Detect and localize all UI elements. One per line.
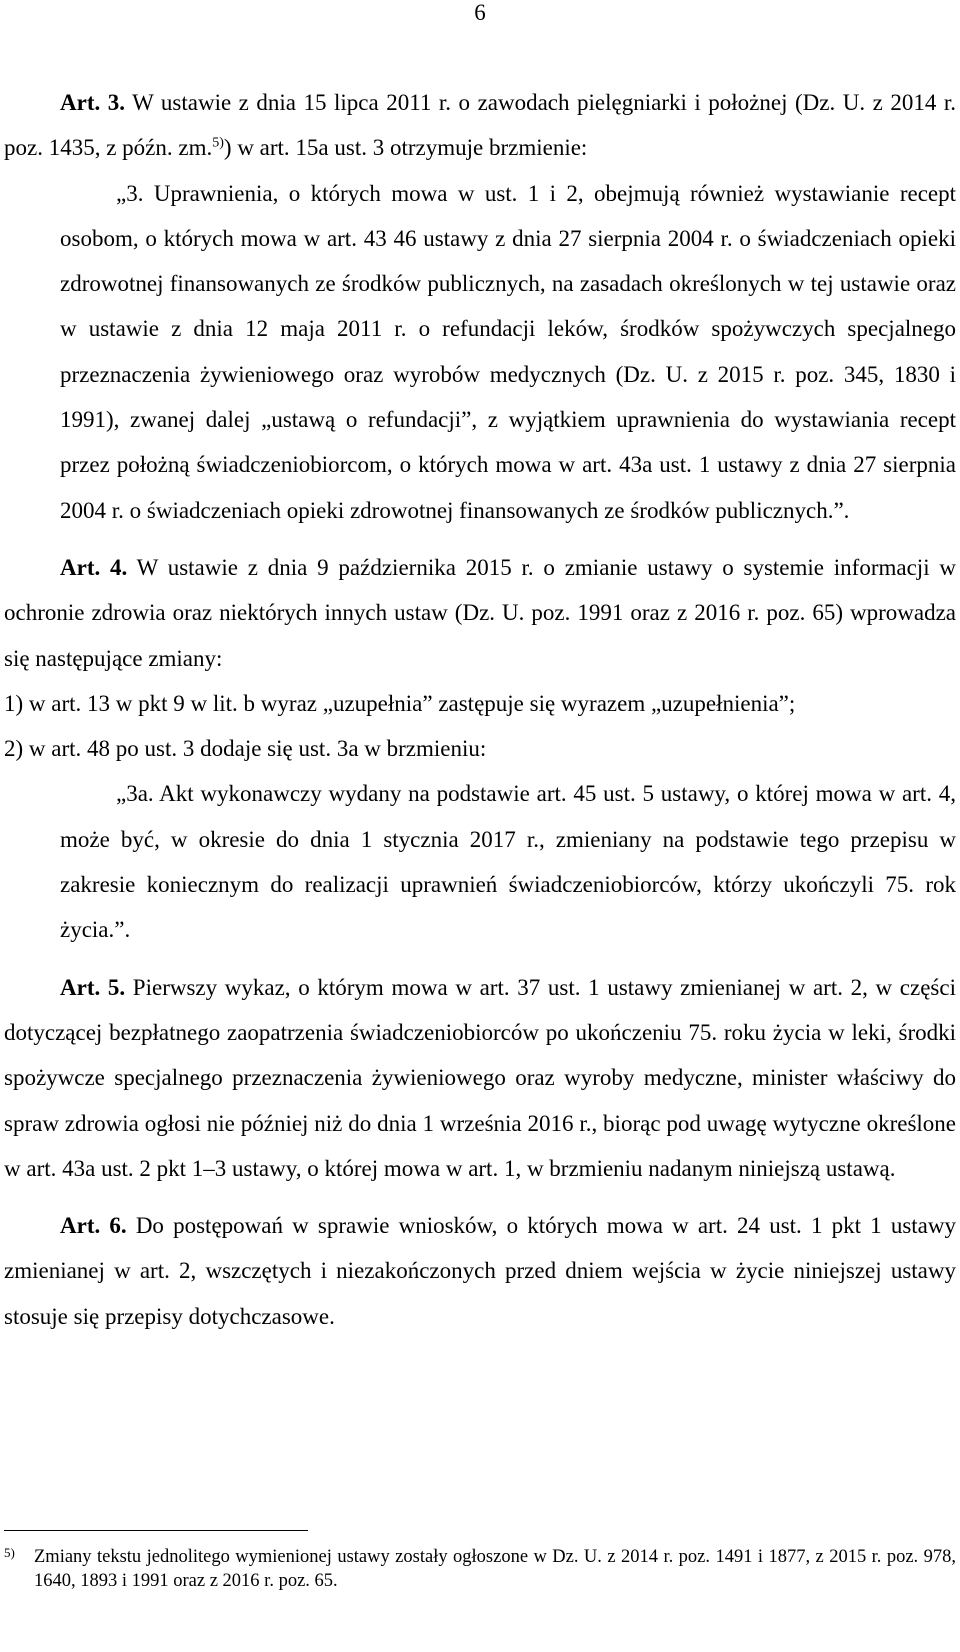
footnote-divider <box>4 1530 308 1531</box>
page-number: 6 <box>474 0 486 25</box>
art-4-point-2: 2) w art. 48 po ust. 3 dodaje się ust. 3a w brzmieniu: <box>4 736 487 762</box>
art-4-intro <box>4 545 956 681</box>
art-3-intro-text-b: ) w art. 15a ust. 3 otrzymuje brzmienie: <box>223 135 588 161</box>
art-4-intro-text: W ustawie z dnia 9 października 2015 r. o zmianie ustawy o systemie informacji w ochronie zdrowia oraz niektórych innych ustaw (Dz. U. poz. 1991 oraz z 2016 r. poz. 65) wprowadza się następujące zmiany: <box>4 554 956 671</box>
art-6-paragraph <box>4 1203 956 1339</box>
art-4-label: Art. 4. <box>60 554 128 580</box>
art-5-paragraph <box>4 965 956 1191</box>
art-3-intro <box>4 80 956 171</box>
document-body <box>4 80 956 1339</box>
art-4-point-1: 1) w art. 13 w pkt 9 w lit. b wyraz „uzupełnia” zastępuje się wyrazem „uzupełnienia”; <box>4 690 796 716</box>
footnote-reference: 5) <box>212 135 224 151</box>
art-5-label: Art. 5. <box>60 974 126 1000</box>
art-3-quoted-provision: „3. Uprawnienia, o których mowa w ust. 1 i 2, obejmują również wystawianie recept osobom, o których mowa w art. 43 46 ustawy z dnia 27 sierpnia 2004 r. o świadczeniach opieki zdrowotnej finansowanych ze środków publicznych, na zasadach określonych w tej ustawie oraz w ustawie z dnia 12 maja 2011 r. o refundacji leków, środków spożywczych specjalnego przeznaczenia żywieniowego oraz wyrobów medycznych (Dz. U. z 2015 r. poz. 345, 1830 i 1991), zwanej dalej „ustawą o refundacji”, z wyjątkiem uprawnienia do wystawiania recept przez położną świadczeniobiorcom, o których mowa w art. 43a ust. 1 ustawy z dnia 27 sierpnia 2004 r. o świadczeniach opieki zdrowotnej finansowanych ze środków publicznych.”. <box>60 180 956 523</box>
footnote-text: Zmiany tekstu jednolitego wymienionej ustawy zostały ogłoszone w Dz. U. z 2014 r. poz. 1491 i 1877, z 2015 r. poz. 978, 1640, 1893 i 1991 oraz z 2016 r. poz. 65. <box>34 1547 956 1591</box>
art-4-quoted-provision: „3a. Akt wykonawczy wydany na podstawie art. 45 ust. 5 ustawy, o której mowa w art. 4, może być, w okresie do dnia 1 stycznia 2017 r., zmieniany na podstawie tego przepisu w zakresie koniecznym do realizacji uprawnień świadczeniobiorców, którzy ukończyli 75. rok życia.”. <box>60 781 956 943</box>
art-3-intro-text-a: W ustawie z dnia 15 lipca 2011 r. o zawodach pielęgniarki i położnej (Dz. U. z 2014 r. poz. 1435, z późn. zm. <box>4 90 956 161</box>
footnote <box>4 1545 956 1593</box>
footnote-marker: 5) <box>4 1545 15 1560</box>
art-3-label: Art. 3. <box>60 90 125 115</box>
art-5-text: Pierwszy wykaz, o którym mowa w art. 37 ust. 1 ustawy zmienianej w art. 2, w części dotyczącej bezpłatnego zaopatrzenia świadczeniobiorców po ukończeniu 75. roku życia w leki, środki spożywcze specjalnego przeznaczenia żywieniowego oraz wyroby medyczne, minister właściwy do spraw zdrowia ogłosi nie później niż do dnia 1 września 2016 r., biorąc pod uwagę wytyczne określone w art. 43a ust. 2 pkt 1–3 ustawy, o której mowa w art. 1, w brzmieniu nadanym niniejszą ustawą. <box>4 974 956 1181</box>
art-6-label: Art. 6. <box>60 1213 127 1239</box>
art-6-text: Do postępowań w sprawie wniosków, o których mowa w art. 24 ust. 1 pkt 1 ustawy zmienianej w art. 2, wszczętych i niezakończonych przed dniem wejścia w życie niniejszej ustawy stosuje się przepisy dotychczasowe. <box>4 1213 957 1329</box>
